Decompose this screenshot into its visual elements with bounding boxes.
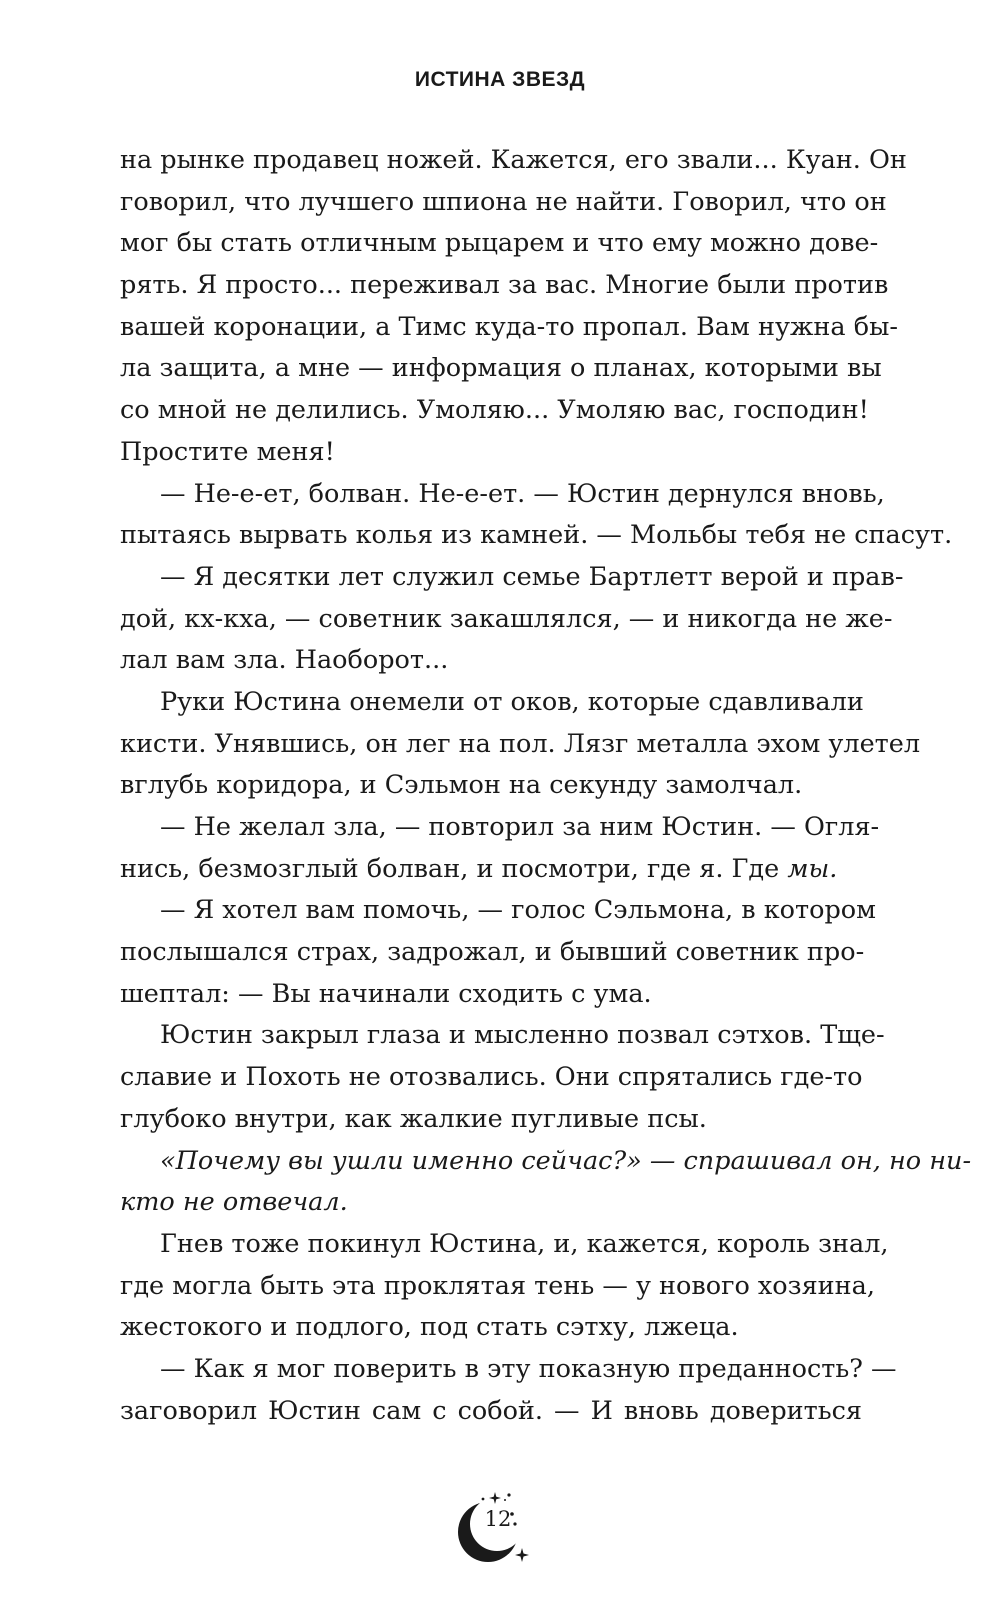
text-line-content: Руки Юстина онемели от оков, которые сдавливали	[160, 686, 864, 717]
text-line-content: ла защита, а мне — информация о планах, которыми вы	[120, 353, 882, 384]
text-line-content: заговорил Юстин сам с собой. — И вновь довериться	[120, 1395, 862, 1426]
running-head: ИСТИНА ЗВЕЗД	[414, 68, 586, 91]
text-line	[120, 307, 898, 349]
text-line	[120, 724, 921, 766]
text-line-content: шептал: — Вы начинали сходить с ума.	[120, 978, 652, 1009]
text-line-content: послышался страх, задрожал, и бывший советник про-	[120, 937, 865, 968]
text-line-content: Юстин закрыл глаза и мысленно позвал сэтхов. Тще-	[160, 1020, 885, 1051]
text-line-content: — Не-е-ет, болван. Не-е-ет. — Юстин дернулся вновь,	[160, 478, 885, 509]
text-line	[120, 432, 862, 474]
page-folio	[450, 1486, 540, 1576]
text-line	[120, 515, 953, 557]
text-line	[120, 1391, 862, 1433]
text-line-content: мог бы стать отличным рыцарем и что ему можно дове-	[120, 228, 879, 259]
text-line	[120, 849, 862, 891]
text-line-content: — Я хотел вам помочь, — голос Сэльмона, в котором	[160, 895, 876, 926]
text-line	[120, 1307, 862, 1349]
text-line-content: кисти. Унявшись, он лег на пол. Лязг металла эхом улетел	[120, 728, 921, 759]
text-line	[120, 599, 893, 641]
text-line	[120, 1141, 972, 1183]
text-line	[120, 807, 880, 849]
text-line-content: Простите меня!	[120, 436, 335, 467]
text-line	[120, 182, 887, 224]
text-line	[120, 1057, 862, 1099]
text-line-content: — Как я мог поверить в эту показную преданность? —	[160, 1353, 897, 1384]
text-line-content: рять. Я просто... переживал за вас. Многие были против	[120, 270, 889, 301]
text-line	[120, 890, 876, 932]
text-line	[120, 265, 889, 307]
text-line-content: на рынке продавец ножей. Кажется, его звали... Куан. Он	[120, 145, 907, 175]
text-line	[120, 474, 885, 516]
text-line	[120, 1224, 889, 1266]
text-line	[120, 1349, 897, 1391]
text-line-content: вглубь коридора, и Сэльмон на секунду замолчал.	[120, 770, 803, 801]
text-line-content: дой, кх-кха, — советник закашлялся, — и никогда не же-	[120, 603, 893, 634]
text-line	[120, 1015, 885, 1057]
text-line	[120, 682, 862, 724]
text-line	[120, 140, 907, 182]
text-line-content: пытаясь вырвать колья из камней. — Мольбы тебя не спасут.	[120, 520, 953, 551]
crescent-moon-stars-icon	[450, 1486, 540, 1576]
text-line-content: кто не отвечал.	[120, 1187, 348, 1218]
body-text	[120, 140, 972, 1432]
text-line-content: глубоко внутри, как жалкие пугливые псы.	[120, 1103, 707, 1134]
text-line	[120, 974, 862, 1016]
text-line-content: вашей коронации, а Тимс куда-то пропал. Вам нужна бы-	[120, 311, 898, 342]
text-line-content: жестокого и подлого, под стать сэтху, лжеца.	[120, 1312, 739, 1343]
text-line-content: со мной не делились. Умоляю... Умоляю вас, господин!	[120, 395, 869, 426]
text-line-content: «Почему вы ушли именно сейчас?» — спрашивал он, но ни-	[160, 1145, 972, 1176]
text-line-content: лал вам зла. Наоборот...	[120, 645, 449, 676]
text-line	[120, 765, 862, 807]
text-line	[120, 390, 869, 432]
text-line	[120, 557, 904, 599]
page-number: 12	[484, 1507, 512, 1531]
text-line	[120, 1182, 862, 1224]
text-line	[120, 348, 882, 390]
italic-emphasis: мы.	[787, 853, 838, 884]
text-line-content: нись, безмозглый болван, и посмотри, где я. Где	[120, 853, 780, 884]
text-line-content: славие и Похоть не отозвались. Они спрятались где-то	[120, 1062, 863, 1093]
text-line	[120, 223, 879, 265]
text-line-content: говорил, что лучшего шпиона не найти. Говорил, что он	[120, 186, 887, 217]
text-line	[120, 1099, 862, 1141]
text-line-content: Гнев тоже покинул Юстина, и, кажется, король знал,	[160, 1228, 889, 1259]
text-line	[120, 640, 862, 682]
text-line-content: — Я десятки лет служил семье Бартлетт верой и прав-	[160, 561, 904, 592]
text-line	[120, 932, 865, 974]
text-line-content: где могла быть эта проклятая тень — у нового хозяина,	[120, 1270, 875, 1301]
text-line-content: — Не желал зла, — повторил за ним Юстин. — Огля-	[160, 812, 880, 842]
text-line	[120, 1266, 875, 1308]
